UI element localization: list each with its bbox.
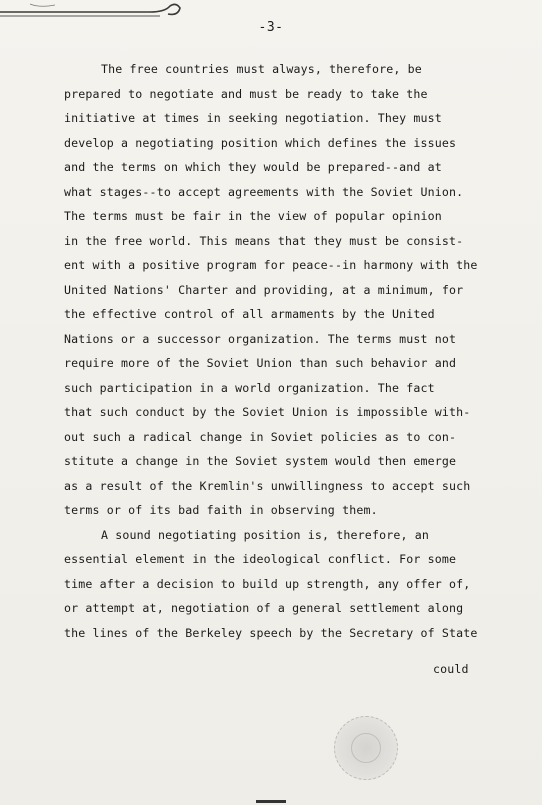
text-line: essential element in the ideological conflict. For some xyxy=(64,552,457,566)
text-line: out such a radical change in Soviet policies as to con- xyxy=(64,429,457,444)
bottom-edge-mark xyxy=(256,800,286,803)
text-line: such participation in a world organization. The fact xyxy=(64,380,435,395)
text-line: that such conduct by the Soviet Union is impossible with- xyxy=(64,405,471,419)
catchword: could xyxy=(433,662,469,676)
text-line: or attempt at, negotiation of a general settlement along xyxy=(64,601,464,615)
archive-stamp xyxy=(334,716,398,780)
text-line: initiative at times in seeking negotiation. They must xyxy=(64,111,442,125)
text-line: The terms must be fair in the view of popular opinion xyxy=(64,209,442,223)
text-line: United Nations' Charter and providing, at a minimum, for xyxy=(64,282,464,297)
text-line: what stages--to accept agreements with the Soviet Union. xyxy=(64,184,464,199)
text-line: require more of the Soviet Union than such behavior and xyxy=(64,356,457,370)
paragraph-2 xyxy=(64,523,504,646)
text-line: prepared to negotiate and must be ready to take the xyxy=(64,86,428,101)
text-line: the effective control of all armaments by the United xyxy=(64,307,435,321)
text-line: as a result of the Kremlin's unwillingness to accept such xyxy=(64,478,471,493)
text-line: Nations or a successor organization. The terms must not xyxy=(64,331,457,346)
corner-scribble-mark xyxy=(0,0,190,22)
text-line: develop a negotiating position which defines the issues xyxy=(64,135,457,150)
stamp-inner-ring xyxy=(351,733,381,763)
text-line: ent with a positive program for peace--in harmony with the xyxy=(64,258,478,272)
text-line: terms or of its bad faith in observing them. xyxy=(64,503,378,517)
paragraph-1 xyxy=(64,57,504,523)
text-line: in the free world. This means that they must be consist- xyxy=(64,233,464,248)
body-text xyxy=(64,57,504,645)
text-line: time after a decision to build up strength, any offer of, xyxy=(64,576,471,591)
text-line: the lines of the Berkeley speech by the Secretary of State xyxy=(64,625,478,640)
text-line: A sound negotiating position is, therefore, an xyxy=(101,527,429,542)
text-line: and the terms on which they would be prepared--and at xyxy=(64,160,442,174)
page-number: -3- xyxy=(258,20,284,35)
text-line: stitute a change in the Soviet system would then emerge xyxy=(64,454,457,468)
text-line: The free countries must always, therefore, be xyxy=(101,62,422,76)
